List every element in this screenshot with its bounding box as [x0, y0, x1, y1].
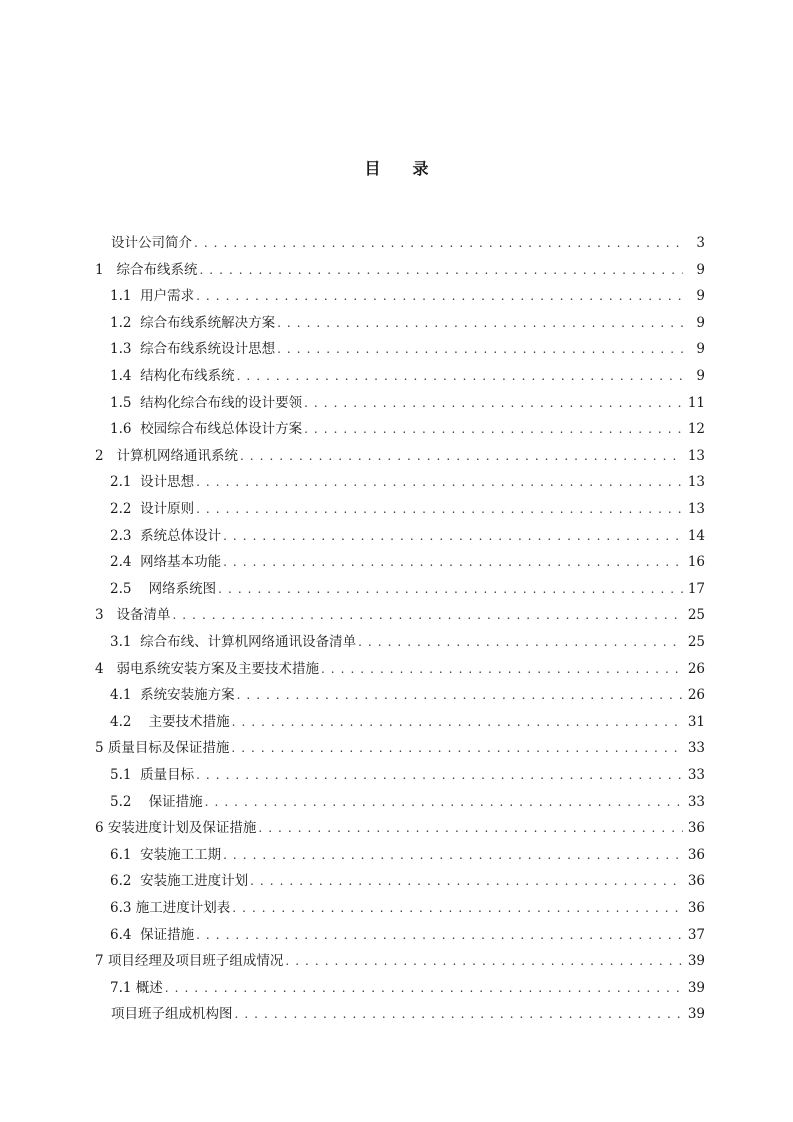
dot-leader	[235, 1004, 684, 1024]
toc-entry[interactable]	[110, 681, 705, 705]
dot-leader	[223, 845, 683, 865]
toc-entry-title: 校园综合布线总体设计方案	[140, 421, 303, 438]
toc-entry[interactable]	[110, 867, 705, 891]
toc-entry[interactable]	[111, 1000, 705, 1024]
toc-entry-title: 设计原则	[140, 501, 195, 517]
toc-title	[0, 156, 793, 179]
toc-entry-gap	[131, 873, 140, 889]
toc-entry[interactable]	[110, 708, 705, 732]
toc-entry-number: 6.1	[110, 846, 132, 863]
toc-entry-label	[95, 818, 258, 838]
toc-entry-title: 保证措施	[140, 926, 195, 943]
dot-leader	[237, 685, 683, 705]
toc-entry-page-number: 39	[687, 979, 705, 996]
toc-entry-label	[110, 685, 237, 705]
dot-leader	[250, 871, 683, 891]
toc-entry[interactable]	[110, 309, 705, 333]
dot-leader	[194, 233, 683, 253]
toc-entry-title: 网络系统图	[148, 580, 217, 597]
dot-leader	[205, 792, 683, 812]
toc-entry-number: 3.1	[110, 634, 132, 650]
toc-entry-gap	[131, 847, 140, 863]
toc-title-char: 目	[364, 159, 381, 178]
toc-entry[interactable]	[110, 495, 705, 519]
toc-entry-gap	[104, 607, 117, 623]
dot-leader	[218, 579, 683, 599]
toc-entry-gap	[104, 661, 117, 677]
toc-entry-number: 1.2	[110, 314, 132, 331]
toc-entry[interactable]	[95, 734, 705, 758]
toc-entry-title: 项目班子组成机构图	[111, 1006, 233, 1023]
toc-entry-gap	[131, 474, 140, 490]
toc-entry[interactable]	[110, 761, 705, 785]
toc-entry[interactable]	[95, 601, 705, 625]
toc-entry-number: 6	[95, 820, 104, 837]
toc-entry-page-number: 33	[687, 767, 705, 783]
toc-entry[interactable]	[110, 415, 705, 439]
toc-entry-gap	[104, 262, 117, 278]
toc-entry-title: 安装施工进度计划	[140, 873, 249, 890]
toc-entry-label	[110, 419, 304, 439]
dot-leader	[240, 446, 683, 466]
toc-entry-gap	[131, 927, 140, 943]
toc-entry-page-number: 3	[696, 235, 705, 251]
toc-entry-gap	[104, 448, 117, 464]
toc-entry-number: 4.2	[110, 713, 132, 730]
toc-entry-number: 4	[95, 660, 104, 677]
toc-entry[interactable]	[110, 841, 705, 865]
toc-entry-page-number: 11	[687, 394, 705, 411]
dot-leader	[277, 339, 683, 359]
toc-entry-label	[110, 526, 223, 546]
toc-entry-page-number: 12	[687, 421, 705, 438]
toc-entry[interactable]	[110, 628, 705, 652]
toc-entry-title: 设计公司简介	[111, 235, 192, 251]
toc-entry-page-number: 33	[687, 793, 705, 810]
toc-entry[interactable]	[95, 256, 705, 280]
toc-entry-number: 1.3	[110, 341, 132, 358]
toc-entry-title: 结构化布线系统	[140, 368, 235, 384]
toc-entry-gap	[131, 794, 148, 810]
toc-entry-label	[110, 579, 218, 599]
dot-leader	[223, 526, 683, 546]
toc-entry-label	[95, 446, 240, 466]
toc-entry-label	[110, 765, 196, 785]
toc-entry-gap	[131, 634, 140, 650]
toc-entry-gap	[131, 554, 140, 570]
toc-entry-title: 综合布线系统	[116, 261, 198, 278]
dot-leader	[232, 898, 683, 918]
toc-entry-label	[110, 552, 223, 572]
toc-entry-number: 2.5	[110, 580, 132, 597]
toc-entry-label	[110, 366, 237, 386]
toc-entry-label	[110, 712, 232, 732]
toc-entry-page-number: 25	[687, 634, 705, 650]
toc-entry[interactable]	[110, 282, 705, 306]
dot-leader	[237, 366, 683, 386]
toc-entry-page-number: 9	[696, 314, 705, 331]
toc-entry-title: 弱电系统安装方案及主要技术措施	[116, 660, 319, 677]
toc-entry[interactable]	[110, 894, 705, 918]
toc-entry-number: 5.1	[110, 767, 132, 783]
dot-leader	[196, 286, 683, 306]
toc-entry-label	[111, 1004, 235, 1024]
toc-entry-page-number: 9	[696, 341, 705, 358]
dot-leader	[232, 712, 683, 732]
toc-entry-label	[110, 871, 250, 891]
toc-entry-title: 结构化综合布线的设计要领	[140, 394, 303, 411]
toc-entry-page-number: 36	[687, 873, 705, 890]
toc-entry-title: 质量目标	[140, 767, 195, 783]
toc-entry-number: 5.2	[110, 793, 132, 810]
toc-entry-label	[111, 233, 194, 253]
toc-entry[interactable]	[110, 362, 705, 386]
toc-entry-label	[110, 845, 223, 865]
toc-entry-label	[95, 260, 199, 280]
toc-entry-label	[95, 659, 321, 679]
toc-entry-title: 施工进度计划表	[135, 900, 231, 916]
toc-entry[interactable]	[110, 788, 705, 812]
toc-entry-label	[95, 738, 231, 758]
toc-entry-gap	[131, 315, 140, 331]
toc-entry-title: 设计思想	[140, 474, 195, 491]
toc-entry-page-number: 13	[687, 474, 705, 491]
toc-entry-gap	[131, 341, 140, 357]
toc-entry[interactable]	[95, 947, 705, 971]
toc-entry-page-number: 37	[687, 926, 705, 943]
toc-entry-page-number: 25	[687, 607, 705, 624]
dot-leader	[196, 925, 683, 945]
toc-entry-number: 7.1	[110, 979, 132, 996]
dot-leader	[285, 951, 683, 971]
toc-entry-number: 3	[95, 607, 104, 624]
toc-entry-title: 综合布线系统设计思想	[140, 341, 276, 358]
toc-title-char: 录	[412, 159, 429, 178]
toc-entry-page-number: 9	[696, 261, 705, 278]
toc-entry-number: 4.1	[110, 687, 132, 704]
toc-entry-title: 安装施工工期	[140, 846, 222, 863]
toc-entry-title: 安装进度计划及保证措施	[107, 820, 257, 837]
dot-leader	[321, 659, 683, 679]
toc-entry-label	[110, 978, 165, 998]
toc-entry-page-number: 9	[696, 288, 705, 305]
dot-leader	[258, 818, 683, 838]
dot-leader	[165, 978, 683, 998]
toc-entry-title: 综合布线、计算机网络通讯设备清单	[140, 634, 357, 650]
toc-entry-title: 综合布线系统解决方案	[140, 314, 276, 331]
toc-entry-label	[110, 499, 196, 519]
dot-leader	[277, 313, 683, 333]
toc-entry-page-number: 39	[687, 953, 705, 970]
toc-entry-title: 项目经理及项目班子组成情况	[107, 953, 284, 970]
toc-entry-number: 2.1	[110, 474, 132, 491]
toc-entry[interactable]	[110, 522, 705, 546]
toc-entry-page-number: 13	[687, 501, 705, 517]
dot-leader	[231, 738, 683, 758]
toc-entry-page-number: 36	[687, 846, 705, 863]
toc-entry[interactable]	[111, 229, 705, 253]
dot-leader	[304, 419, 683, 439]
toc-entry-label	[110, 472, 196, 492]
toc-entry[interactable]	[110, 335, 705, 359]
toc-entry-number: 2.4	[110, 554, 132, 571]
toc-entry-title: 质量目标及保证措施	[107, 740, 230, 757]
toc-entry[interactable]	[110, 548, 705, 572]
toc-entry-number: 1.6	[110, 421, 132, 438]
toc-entry-gap	[131, 421, 140, 437]
toc-entry-page-number: 9	[696, 368, 705, 384]
toc-entry-title: 计算机网络通讯系统	[116, 447, 238, 464]
toc-entry-label	[110, 632, 358, 652]
toc-entry-number: 7	[95, 953, 104, 970]
dot-leader	[196, 765, 683, 785]
toc-entry-page-number: 33	[687, 740, 705, 757]
toc-entry-number: 1.1	[110, 288, 132, 305]
toc-entry-title: 保证措施	[148, 793, 203, 810]
toc-entry-label	[110, 339, 277, 359]
toc-entry-title: 主要技术措施	[148, 713, 230, 730]
dot-leader	[199, 260, 683, 280]
toc-entry-page-number: 36	[687, 900, 705, 916]
toc-entry-gap	[131, 501, 140, 517]
toc-entry-label	[95, 951, 285, 971]
dot-leader	[358, 632, 683, 652]
toc-entry-page-number: 26	[687, 660, 705, 677]
toc-entry-label	[110, 286, 196, 306]
dot-leader	[172, 605, 683, 625]
toc-entry-number: 1.4	[110, 368, 132, 384]
toc-entry-number: 2.2	[110, 501, 132, 517]
toc-entry-label	[110, 393, 304, 413]
toc-entry-number: 2.3	[110, 527, 132, 544]
toc-entry-label	[110, 898, 232, 918]
dot-leader	[196, 472, 683, 492]
toc-entry-number: 6.4	[110, 926, 132, 943]
toc-entry-page-number: 31	[687, 713, 705, 730]
toc-entry-number: 5	[95, 740, 104, 757]
toc-entry-number: 1.5	[110, 394, 132, 411]
toc-entry-gap	[131, 528, 140, 544]
toc-entry-page-number: 26	[687, 687, 705, 704]
toc-entry-title: 概述	[135, 979, 163, 996]
dot-leader	[196, 499, 683, 519]
toc-entry-label	[110, 792, 205, 812]
toc-entry-number: 6.3	[110, 900, 132, 916]
toc-entry-gap	[131, 714, 148, 730]
toc-entry-page-number: 36	[687, 820, 705, 837]
toc-entry-gap	[131, 581, 148, 597]
toc-entry-gap	[131, 288, 140, 304]
toc-entry-title: 设备清单	[116, 607, 171, 624]
toc-entry-gap	[131, 395, 140, 411]
toc-entry-gap	[131, 687, 140, 703]
toc-entry[interactable]	[110, 575, 705, 599]
toc-entry[interactable]	[110, 974, 705, 998]
toc-entry[interactable]	[110, 468, 705, 492]
toc-entry-page-number: 17	[687, 580, 705, 597]
toc-entry-title: 网络基本功能	[140, 554, 222, 571]
toc-entry-title: 系统总体设计	[140, 527, 222, 544]
toc-entry-number: 6.2	[110, 873, 132, 890]
toc-entry[interactable]	[110, 389, 705, 413]
toc-entry-title: 用户需求	[140, 288, 195, 305]
dot-leader	[223, 552, 683, 572]
toc-entry[interactable]	[110, 921, 705, 945]
toc-entry[interactable]	[95, 442, 705, 466]
toc-entry-page-number: 39	[687, 1006, 705, 1023]
toc-entry-gap	[131, 767, 140, 783]
toc-entry[interactable]	[95, 814, 705, 838]
toc-entry-page-number: 16	[687, 554, 705, 571]
toc-entry-number: 1	[95, 261, 104, 278]
toc-entry-title: 系统安装施方案	[140, 687, 235, 704]
toc-entry[interactable]	[95, 655, 705, 679]
toc-entry-label	[110, 313, 277, 333]
toc-entry-number: 2	[95, 447, 104, 464]
dot-leader	[304, 393, 683, 413]
toc-entry-page-number: 14	[687, 527, 705, 544]
toc-entry-label	[110, 925, 196, 945]
toc-entry-page-number: 13	[687, 447, 705, 464]
toc-entry-label	[95, 605, 172, 625]
toc-entry-gap	[131, 368, 140, 384]
